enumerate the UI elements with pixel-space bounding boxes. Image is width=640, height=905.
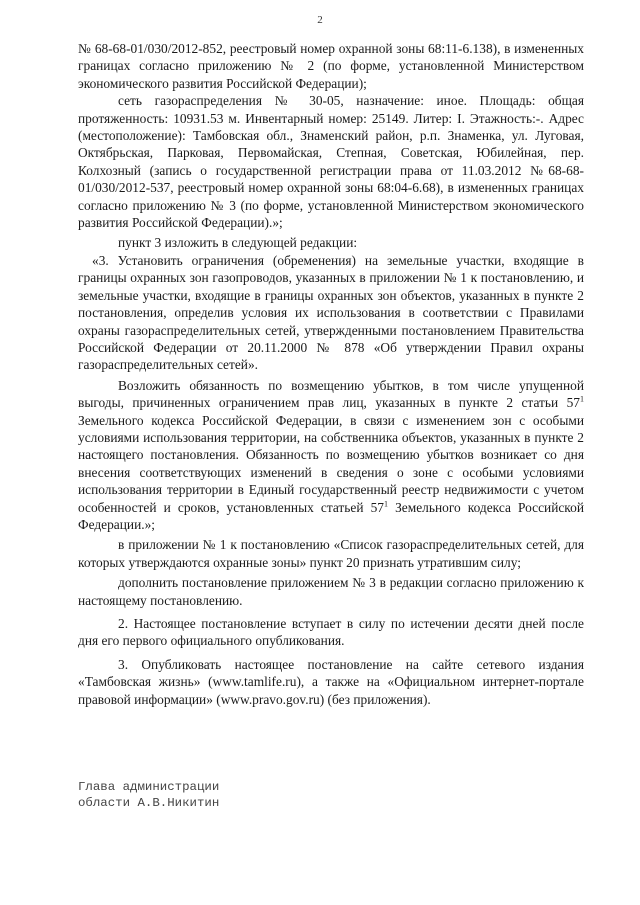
paragraph-7: дополнить постановление приложением № 3 в редакции согласно приложению к настоящему постановлению. <box>78 575 584 608</box>
paragraph-2: сеть газораспределения № 30-05, назначение: иное. Площадь: общая протяженность: 10931.53 м. Инвентарный номер: 25149. Литер: I. Этажность:-. Адрес (местоположение): Тамбовская обл., Знаменский район, р.п. Знаменка, ул. Луговая, Октябрьская, Парковая, Первомайская, Степная, Советская, Юбилейная, пер. Колхозный (запись о государственной регистрации права от 11.03.2012 №68-68-01/030/2012-537, реестровый номер охранной зоны 68:04-6.68), в измененных границах согласно приложению № 3 (по форме, установленной Министерством экономического развития Российской Федерации).»; <box>78 93 584 231</box>
paragraph-5-part-3: Земельного кодекса Российской Федерации.»; <box>78 499 584 532</box>
paragraph-1: № 68-68-01/030/2012-852, реестровый номер охранной зоны 68:11-6.138), в измененных границах согласно приложению № 2 (по форме, установленной Министерством экономического развития Российской Федерации); <box>78 41 584 91</box>
paragraph-3: пункт 3 изложить в следующей редакции: <box>118 235 358 251</box>
paragraph-5-part-2: Земельного кодекса Российской Федерации, в связи с изменением зон с особыми условиями использования территории, на собственника объектов, указанных в пункте 2 настоящего постановления. Обязанность по возмещению убытков возникает со дня внесения соответствующих изменений в сведения о зоне с особыми условиями использования территории в Единый государственный реестр недвижимости с учетом особенностей и сроков, установленных статьей 57 <box>78 412 584 515</box>
signature-block <box>78 779 219 811</box>
paragraph-4: «3. Установить ограничения (обременения) на земельные участки, входящие в границы охранных зон газопроводов, указанных в приложении № 1 к постановлению, и земельные участки, входящие в границы охранных зон объектов, указанных в пункте 2 постановления, определив условия их использования в соответствии с Правилами охраны газораспределительных сетей, утвержденными постановлением Правительства Российской Федерации от 20.11.2000 № 878 «Об утверждении Правил охраны газораспределительных сетей». <box>78 252 584 373</box>
paragraph-5-part-1: Возложить обязанность по возмещению убытков, в том числе упущенной выгоды, причиненных ограничением прав лиц, указанных в пункте 2 статьи 57 <box>78 377 584 411</box>
paragraph-5 <box>78 377 584 534</box>
page-number: 2 <box>317 14 323 26</box>
signature-title: Глава администрации <box>78 780 220 794</box>
paragraph-8: 2. Настоящее постановление вступает в силу по истечении десяти дней после дня его первого официального опубликования. <box>78 616 584 649</box>
document-body <box>78 40 584 708</box>
signature-name: области А.В.Никитин <box>78 796 220 810</box>
superscript-1: 1 <box>580 394 584 404</box>
superscript-2: 1 <box>384 499 388 509</box>
paragraph-6: в приложении № 1 к постановлению «Список газораспределительных сетей, для которых утверждаются охранные зоны» пункт 20 признать утратившим силу; <box>78 537 584 570</box>
paragraph-9: 3. Опубликовать настоящее постановление на сайте сетевого издания «Тамбовская жизнь» (www.tamlife.ru), а также на «Официальном интернет-портале правовой информации» (www.pravo.gov.ru) (без приложения). <box>78 656 584 707</box>
